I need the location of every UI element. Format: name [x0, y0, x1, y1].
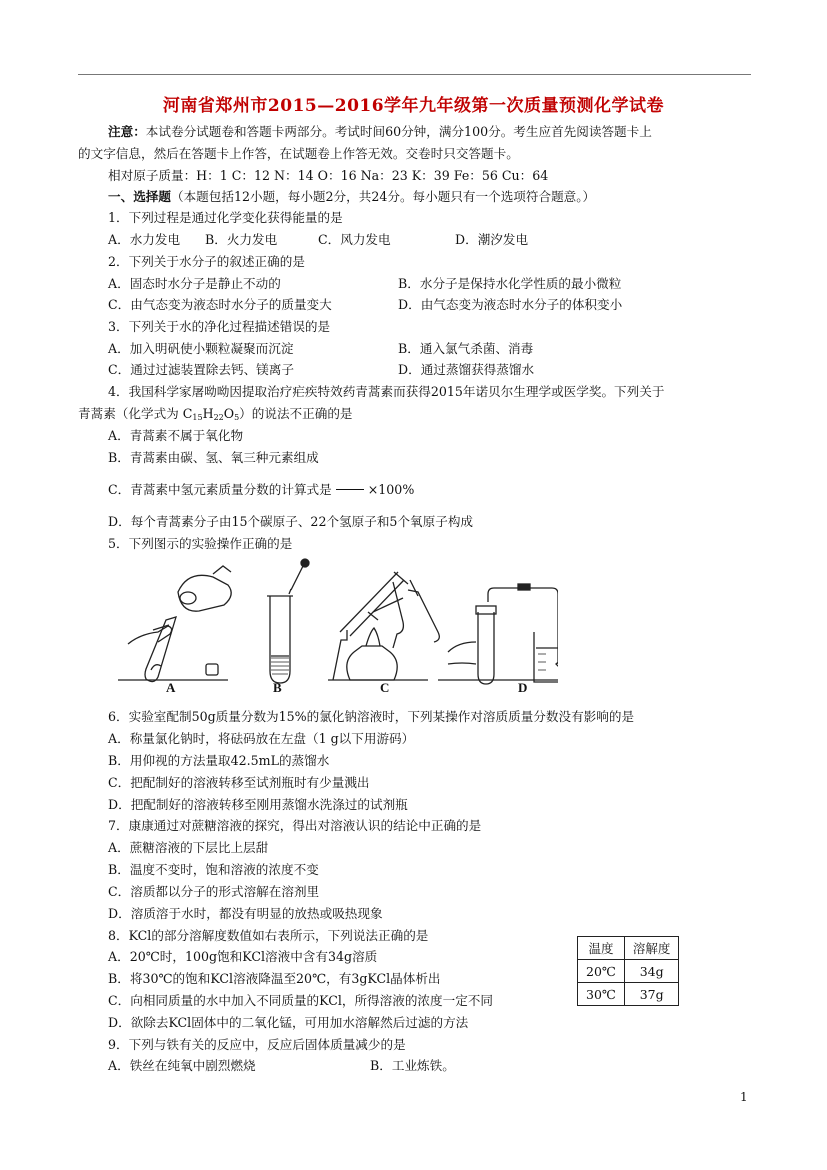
q5-stem: 5．下列图示的实验操作正确的是 — [108, 536, 293, 551]
q4-sub-o: 5 — [234, 413, 240, 422]
figure-label-c: C — [380, 680, 390, 695]
q6-stem: 6．实验室配制50g质量分数为15%的氯化钠溶液时，下列某操作对溶质质量分数没有影响的是 — [108, 709, 635, 724]
q2-stem: 2．下列关于水分子的叙述正确的是 — [108, 254, 305, 269]
figure-label-b: B — [273, 680, 282, 695]
q1-option-d: D．潮汐发电 — [455, 232, 529, 247]
q8-option-d: D．欲除去KCl固体中的二氧化锰，可用加水溶解然后过滤的方法 — [108, 1015, 469, 1030]
q7-option-a: A．蔗糖溶液的下层比上层甜 — [108, 840, 269, 855]
figure-label-d: D — [518, 680, 528, 695]
table-row — [578, 960, 679, 983]
q1-option-b: B．火力发电 — [205, 232, 278, 247]
q2-option-a: A．固态时水分子是静止不动的 — [108, 276, 281, 291]
q6-option-c: C．把配制好的溶液转移至试剂瓶时有少量溅出 — [108, 775, 370, 790]
q8-stem: 8．KCl的部分溶解度数值如右表所示，下列说法正确的是 — [108, 928, 429, 943]
q3-stem: 3．下列关于水的净化过程描述错误的是 — [108, 319, 331, 334]
q2-option-c: C．由气态变为液态时水分子的质量变大 — [108, 297, 332, 312]
page-number: 1 — [740, 1090, 748, 1104]
figure-b-drawing — [267, 559, 309, 683]
q4-option-b: B．青蒿素由碳、氢、氧三种元素组成 — [108, 450, 319, 465]
q3-option-c: C．通过过滤装置除去钙、镁离子 — [108, 362, 294, 377]
q6-option-d: D．把配制好的溶液转移至刚用蒸馏水洗涤过的试剂瓶 — [108, 797, 408, 812]
q7-option-c: C．溶质都以分子的形式溶解在溶剂里 — [108, 884, 320, 899]
q4-sub-h: 22 — [213, 413, 224, 422]
figure-label-a: A — [166, 680, 176, 695]
q4-stem-1: 4．我国科学家屠呦呦因提取治疗疟疾特效药青蒿素而获得2015年诺贝尔生理学或医学奖。下列关于 — [108, 384, 665, 399]
q9-stem: 9．下列与铁有关的反应中，反应后固体质量减少的是 — [108, 1037, 406, 1052]
q7-option-b: B．温度不变时，饱和溶液的浓度不变 — [108, 862, 319, 877]
q6-option-a: A．称量氯化钠时，将砝码放在左盘（1 g以下用游码） — [108, 731, 415, 746]
q2-option-d: D．由气态变为液态时水分子的体积变小 — [398, 297, 623, 312]
q1-option-a: A．水力发电 — [108, 232, 181, 247]
q1-stem: 1．下列过程是通过化学变化获得能量的是 — [108, 210, 343, 225]
q3-option-b: B．通入氯气杀菌、消毒 — [398, 341, 534, 356]
q4-option-a: A．青蒿素不属于氧化物 — [108, 428, 244, 443]
q4-stem-2a: 青蒿素（化学式为 C — [78, 406, 193, 421]
kcl-solubility-table — [577, 936, 679, 1006]
q8-option-b: B．将30℃的饱和KCl溶液降温至20℃，有3gKCl晶体析出 — [108, 971, 441, 986]
section-1-desc: （本题包括12小题，每小题2分，共24分。每小题只有一个选项符合题意。） — [170, 189, 596, 204]
header-rule — [78, 74, 751, 75]
table-header-solubility: 溶解度 — [624, 937, 679, 960]
q4-option-c-percent: ×100% — [367, 482, 415, 497]
figure-a-drawing — [118, 566, 231, 682]
q7-stem: 7．康康通过对蔗糖溶液的探究，得出对溶液认识的结论中正确的是 — [108, 818, 482, 833]
notice-label: 注意： — [108, 124, 146, 139]
q8-option-c: C．向相同质量的水中加入不同质量的KCl，所得溶液的浓度一定不同 — [108, 993, 493, 1008]
q1-option-c: C．风力发电 — [318, 232, 391, 247]
q6-option-b: B．用仰视的方法量取42.5mL的蒸馏水 — [108, 753, 330, 768]
lab-operations-illustration — [118, 552, 558, 700]
table-header-temp: 温度 — [578, 937, 625, 960]
atomic-mass-line: 相对原子质量：H：1 C：12 N：14 O：16 Na：23 K：39 Fe：56 Cu：64 — [108, 168, 549, 183]
table-header-row — [578, 937, 679, 960]
q4-option-d: D．每个青蒿素分子由15个碳原子、22个氢原子和5个氧原子构成 — [108, 514, 474, 529]
q4-stem-2b: H — [202, 406, 214, 421]
q4-option-c-text: C．青蒿素中氢元素质量分数的计算式是 — [108, 482, 332, 497]
q7-option-d: D．溶质溶于水时，都没有明显的放热或吸热现象 — [108, 906, 383, 921]
q5-lab-figure — [118, 552, 558, 700]
figure-c-drawing — [328, 572, 439, 680]
q4-stem-2 — [78, 406, 353, 426]
figure-d-drawing — [438, 584, 558, 684]
table-row — [578, 983, 679, 1006]
notice-line-2: 的文字信息，然后在答题卡上作答，在试题卷上作答无效。交卷时只交答题卡。 — [78, 146, 519, 161]
q3-option-a: A．加入明矾使小颗粒凝聚而沉淀 — [108, 341, 294, 356]
section-1-label: 一、选择题 — [108, 189, 171, 204]
table-cell: 20℃ — [578, 960, 625, 983]
q9-option-b: B．工业炼铁。 — [370, 1058, 455, 1073]
q9-option-a: A．铁丝在纯氧中剧烈燃烧 — [108, 1058, 256, 1073]
q4-stem-2c: O — [223, 406, 235, 421]
table-cell: 37g — [624, 983, 679, 1006]
q3-option-d: D．通过蒸馏获得蒸馏水 — [398, 362, 535, 377]
q4-option-c — [108, 482, 414, 498]
fraction-bar — [336, 488, 364, 490]
q4-sub-c: 15 — [192, 413, 203, 422]
q4-stem-2d: ）的说法不正确的是 — [239, 406, 353, 421]
notice-text-1: 本试卷分试题卷和答题卡两部分。考试时间60分钟，满分100分。考生应首先阅读答题卡上 — [145, 124, 652, 139]
q2-option-b: B．水分子是保持水化学性质的最小微粒 — [398, 276, 622, 291]
table-cell: 34g — [624, 960, 679, 983]
section-1-heading — [108, 189, 595, 205]
table-cell: 30℃ — [578, 983, 625, 1006]
exam-title: 河南省郑州市2015—2016学年九年级第一次质量预测化学试卷 — [162, 96, 665, 116]
q8-option-a: A．20℃时，100g饱和KCl溶液中含有34g溶质 — [108, 949, 378, 964]
notice-line-1 — [108, 124, 652, 140]
